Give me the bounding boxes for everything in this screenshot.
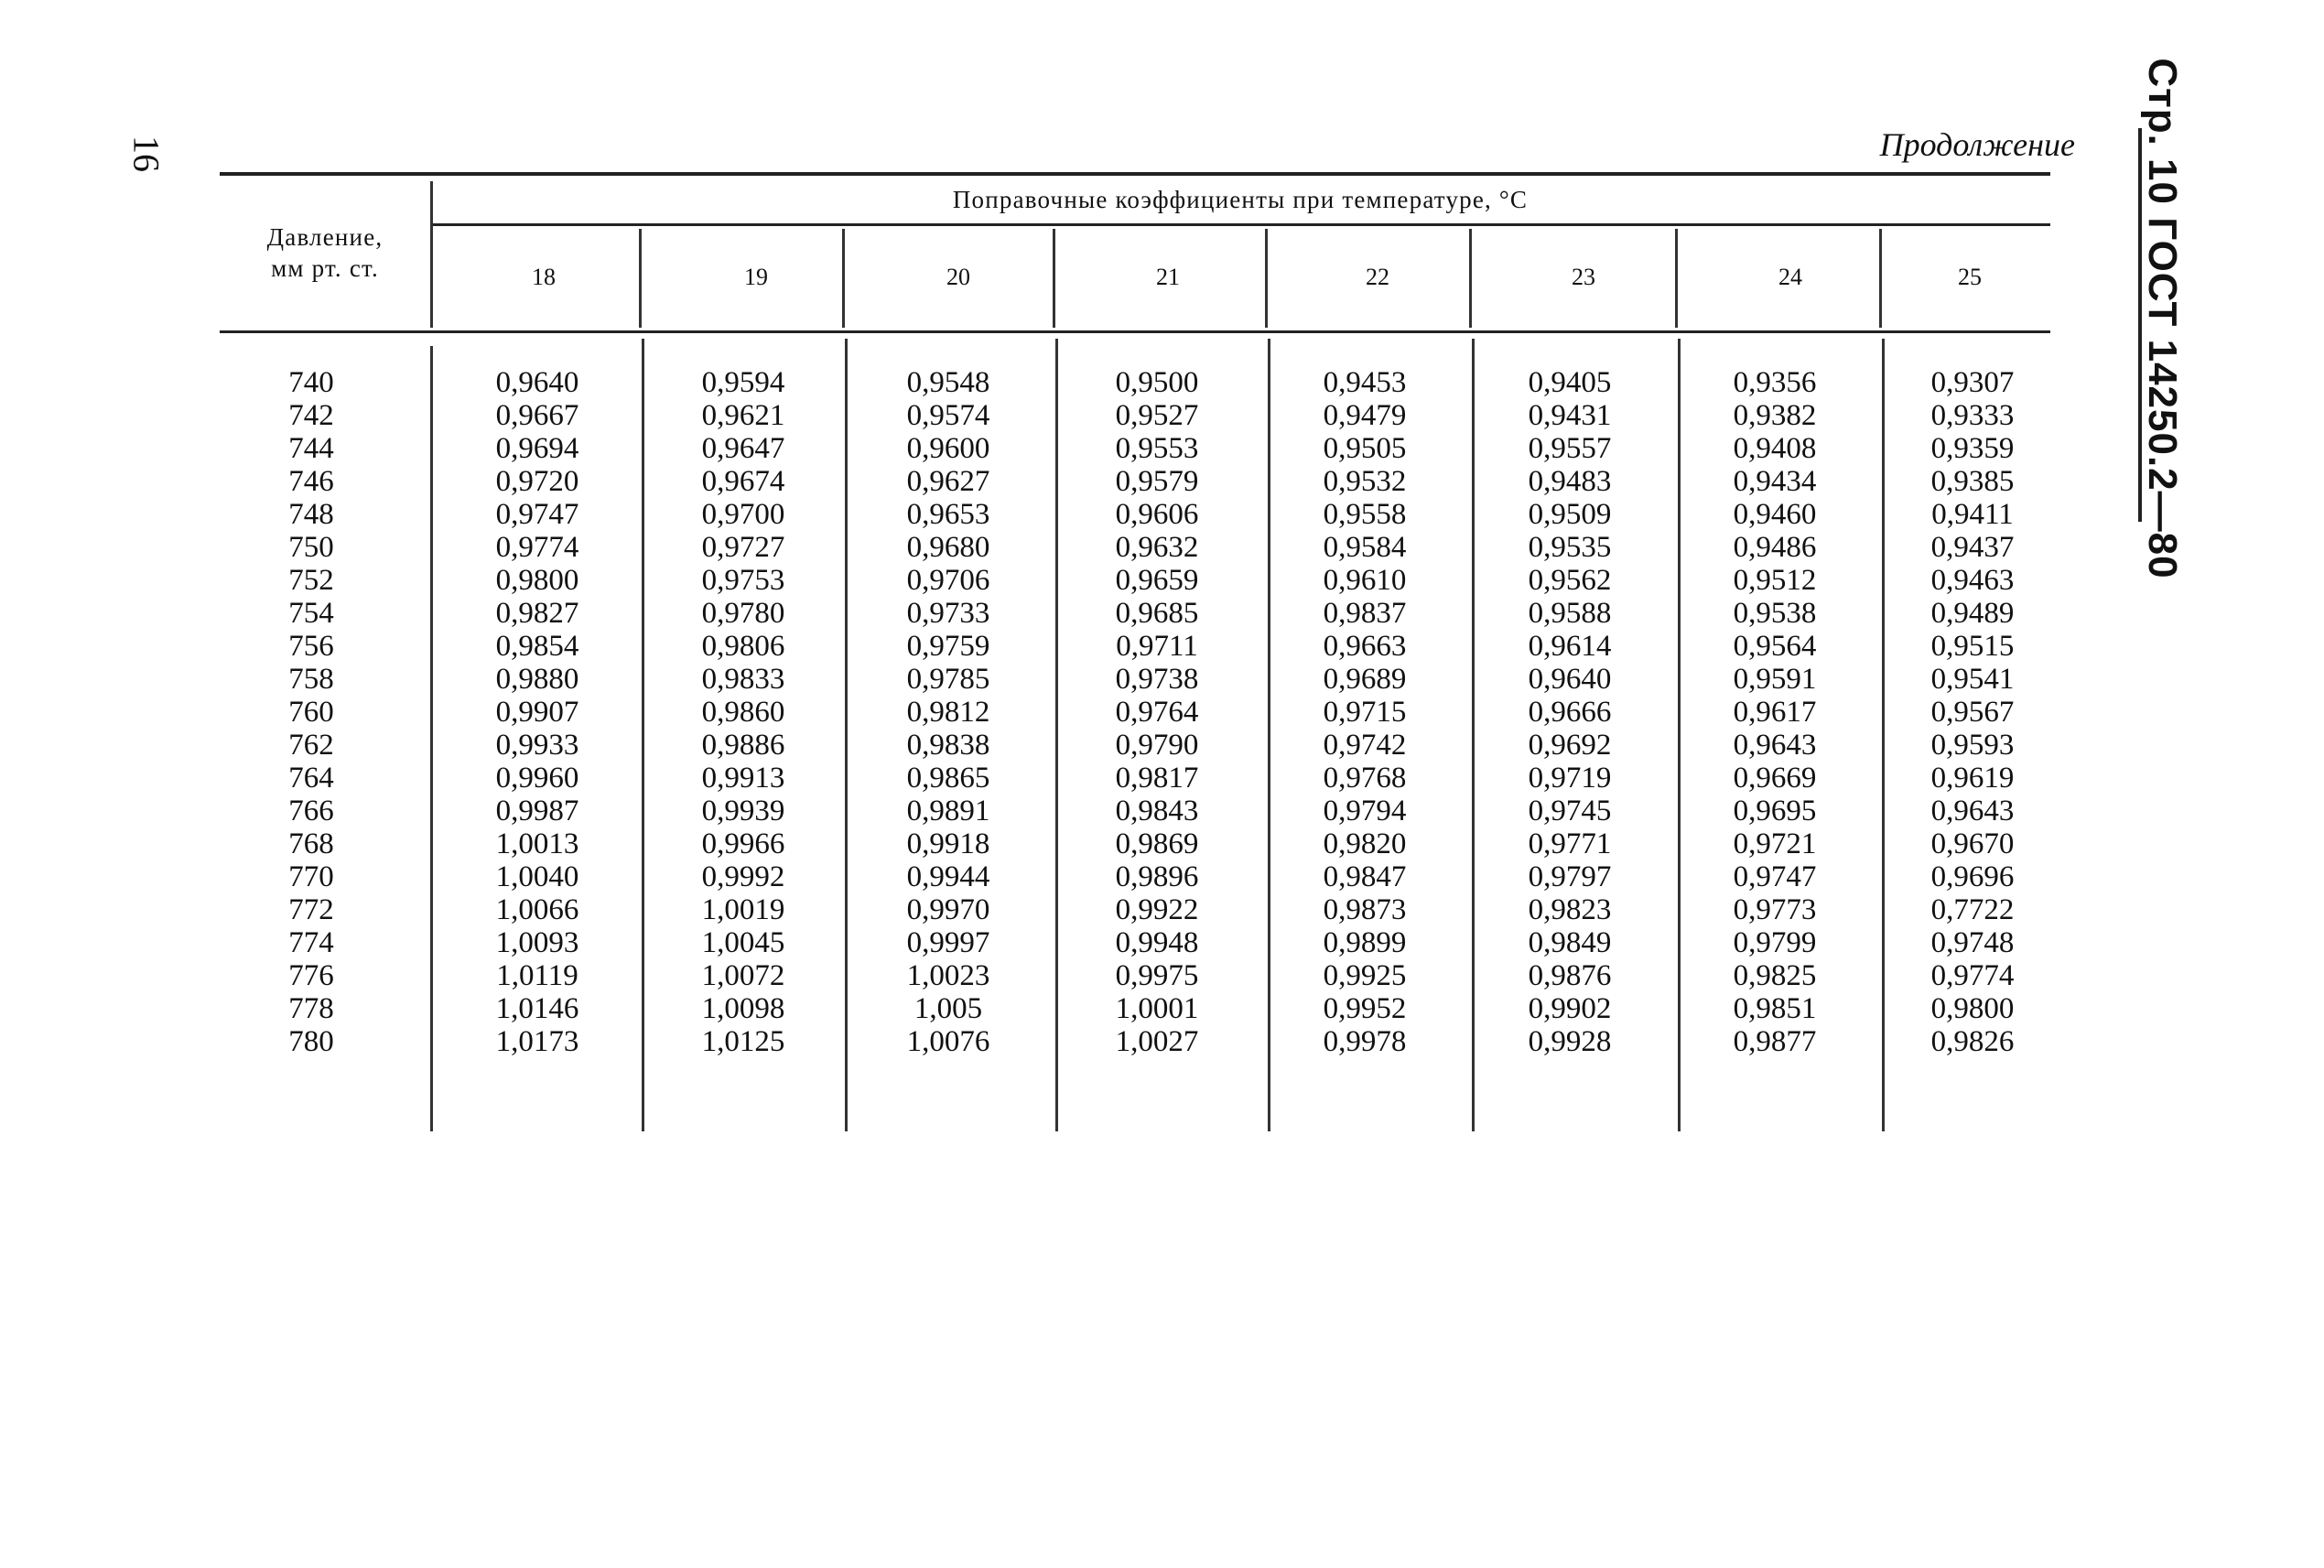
coefficient-cell: 0,9877 (1733, 1025, 1817, 1058)
row-header (220, 222, 430, 284)
pressure-cell: 758 (288, 663, 334, 696)
pressure-cell: 766 (288, 795, 334, 827)
coefficient-column (1734, 366, 1817, 1058)
col-divider (430, 346, 433, 1131)
coefficient-cell: 0,9532 (1323, 465, 1407, 498)
coefficient-column (1529, 366, 1612, 1058)
coefficient-cell: 0,9773 (1733, 893, 1817, 926)
col-divider (1053, 229, 1055, 328)
coefficient-cell: 0,9431 (1528, 399, 1612, 432)
coefficient-cell: 0,9774 (495, 531, 579, 564)
coefficient-cell: 0,9918 (906, 827, 990, 860)
coefficient-cell: 0,9987 (495, 795, 579, 827)
coefficient-cell: 0,9865 (906, 762, 990, 795)
coefficient-cell: 0,9632 (1115, 531, 1199, 564)
coefficient-cell: 0,9667 (495, 399, 579, 432)
coefficient-cell: 0,9896 (1115, 860, 1199, 893)
coefficient-cell: 0,9674 (701, 465, 785, 498)
coefficient-cell: 0,9584 (1323, 531, 1407, 564)
pressure-cell: 748 (288, 498, 334, 531)
col-divider (1472, 339, 1475, 1131)
coefficient-column (1324, 366, 1407, 1058)
coefficient-cell: 0,9847 (1323, 860, 1407, 893)
coefficient-cell: 0,9557 (1528, 432, 1612, 465)
coefficient-cell: 1,0001 (1115, 992, 1199, 1025)
coefficient-cell: 0,9997 (906, 926, 990, 959)
pressure-cell: 756 (288, 630, 334, 663)
pressure-cell: 770 (288, 860, 334, 893)
coefficient-cell: 1,0146 (495, 992, 579, 1025)
coefficient-cell: 0,9966 (701, 827, 785, 860)
coefficient-column (907, 366, 990, 1058)
coefficient-cell: 0,9948 (1115, 926, 1199, 959)
col-divider (1879, 229, 1882, 328)
coefficient-cell: 0,9817 (1115, 762, 1199, 795)
coefficient-cell: 0,9876 (1528, 959, 1612, 992)
coefficient-cell: 0,9538 (1733, 597, 1817, 630)
coefficient-cell: 0,9849 (1528, 926, 1612, 959)
coefficient-cell: 0,9933 (495, 729, 579, 762)
coefficient-cell: 0,9610 (1323, 564, 1407, 597)
coefficient-cell: 0,9944 (906, 860, 990, 893)
coefficient-cell: 0,9617 (1733, 696, 1817, 729)
document-side-label: Стр. 10 ГОСТ 14250.2—80 (2140, 58, 2185, 579)
coefficient-cell: 0,9591 (1733, 663, 1817, 696)
coefficient-cell: 0,9768 (1323, 762, 1407, 795)
coefficient-cell: 1,0019 (701, 893, 785, 926)
coefficient-cell: 0,9913 (701, 762, 785, 795)
coefficient-cell: 0,9483 (1528, 465, 1612, 498)
coefficient-cell: 0,9960 (495, 762, 579, 795)
coefficient-cell: 0,9505 (1323, 432, 1407, 465)
coefficient-cell: 0,9747 (1733, 860, 1817, 893)
temp-header: 22 (1366, 264, 1389, 290)
coefficient-cell: 0,9594 (701, 366, 785, 399)
pressure-cell: 780 (288, 1025, 334, 1058)
temp-header: 23 (1572, 264, 1595, 290)
pressure-cell: 776 (288, 959, 334, 992)
temp-header: 25 (1958, 264, 1982, 290)
pressure-cell: 744 (288, 432, 334, 465)
coefficient-cell: 0,9771 (1528, 827, 1612, 860)
coefficient-cell: 0,9666 (1528, 696, 1612, 729)
coefficient-cell: 0,9405 (1528, 366, 1612, 399)
coefficient-cell: 1,0027 (1115, 1025, 1199, 1058)
coefficient-cell: 0,9579 (1115, 465, 1199, 498)
coefficient-cell: 0,9854 (495, 630, 579, 663)
coefficient-cell: 0,9925 (1323, 959, 1407, 992)
coefficient-column (1931, 366, 2015, 1058)
coefficient-cell: 0,9535 (1528, 531, 1612, 564)
coefficient-cell: 0,9562 (1528, 564, 1612, 597)
temp-header: 21 (1156, 264, 1180, 290)
coefficient-cell: 0,9733 (906, 597, 990, 630)
coefficient-cell: 0,9643 (1733, 729, 1817, 762)
coefficient-cell: 0,9694 (495, 432, 579, 465)
page-number: 16 (125, 135, 168, 172)
coefficient-cell: 0,9742 (1323, 729, 1407, 762)
coefficient-cell: 0,9759 (906, 630, 990, 663)
pressure-cell: 740 (288, 366, 334, 399)
col-divider (1678, 339, 1681, 1131)
coefficient-cell: 0,9902 (1528, 992, 1612, 1025)
coefficient-cell: 0,9833 (701, 663, 785, 696)
pressure-cell: 752 (288, 564, 334, 597)
coefficient-cell: 1,0066 (495, 893, 579, 926)
coefficient-cell: 1,0173 (495, 1025, 579, 1058)
coefficient-cell: 0,9838 (906, 729, 990, 762)
coefficient-cell: 0,9509 (1528, 498, 1612, 531)
coefficient-cell: 0,9463 (1930, 564, 2015, 597)
coefficient-cell: 0,9669 (1733, 762, 1817, 795)
col-divider (1268, 339, 1270, 1131)
table-top-rule (220, 172, 2050, 176)
coefficient-cell: 0,9515 (1930, 630, 2015, 663)
coefficient-cell: 0,9952 (1323, 992, 1407, 1025)
continuation-label: Продолжение (1879, 126, 2075, 163)
coefficient-cell: 1,0040 (495, 860, 579, 893)
coefficient-cell: 0,9689 (1323, 663, 1407, 696)
coefficient-cell: 0,9992 (701, 860, 785, 893)
coefficient-cell: 1,0098 (701, 992, 785, 1025)
coefficient-cell: 0,9553 (1115, 432, 1199, 465)
coefficient-cell: 0,9408 (1733, 432, 1817, 465)
coefficient-cell: 0,9619 (1930, 762, 2015, 795)
coefficient-cell: 0,9747 (495, 498, 579, 531)
coefficient-column (496, 366, 579, 1058)
coefficient-cell: 0,9873 (1323, 893, 1407, 926)
pressure-cell: 764 (288, 762, 334, 795)
coefficient-cell: 0,9500 (1115, 366, 1199, 399)
coefficient-cell: 0,9512 (1733, 564, 1817, 597)
coefficient-cell: 0,9486 (1733, 531, 1817, 564)
col-divider (1055, 339, 1058, 1131)
coefficient-cell: 0,9593 (1930, 729, 2015, 762)
col-divider (642, 339, 644, 1131)
coefficient-cell: 0,9800 (1930, 992, 2015, 1025)
coefficient-cell: 0,9837 (1323, 597, 1407, 630)
coefficient-cell: 0,9653 (906, 498, 990, 531)
coefficient-cell: 0,9978 (1323, 1025, 1407, 1058)
temp-header: 18 (532, 264, 556, 290)
col-divider (1265, 229, 1268, 328)
coefficient-cell: 0,9680 (906, 531, 990, 564)
coefficient-cell: 0,9527 (1115, 399, 1199, 432)
coefficient-cell: 0,9434 (1733, 465, 1817, 498)
coefficient-cell: 0,9670 (1930, 827, 2015, 860)
pressure-cell: 778 (288, 992, 334, 1025)
coefficient-cell: 0,9745 (1528, 795, 1612, 827)
coefficient-cell: 0,9558 (1323, 498, 1407, 531)
col-divider (1675, 229, 1678, 328)
coefficient-cell: 0,9479 (1323, 399, 1407, 432)
coefficient-cell: 0,9721 (1733, 827, 1817, 860)
coefficient-cell: 0,9799 (1733, 926, 1817, 959)
coefficient-cell: 0,9614 (1528, 630, 1612, 663)
coefficient-cell: 0,9748 (1930, 926, 2015, 959)
coefficient-cell: 0,9764 (1115, 696, 1199, 729)
pressure-column (288, 366, 334, 1058)
pressure-cell: 768 (288, 827, 334, 860)
coefficient-cell: 0,9753 (701, 564, 785, 597)
coefficient-cell: 1,005 (913, 992, 983, 1025)
coefficient-cell: 0,9820 (1323, 827, 1407, 860)
coefficient-cell: 0,9307 (1930, 366, 2015, 399)
coefficient-cell: 0,9643 (1930, 795, 2015, 827)
coefficient-cell: 0,9823 (1528, 893, 1612, 926)
coefficient-cell: 0,9922 (1115, 893, 1199, 926)
coefficient-cell: 0,9880 (495, 663, 579, 696)
coefficient-cell: 0,9647 (701, 432, 785, 465)
coefficient-cell: 0,9727 (701, 531, 785, 564)
coefficient-cell: 0,9640 (1528, 663, 1612, 696)
coefficient-cell: 1,0125 (701, 1025, 785, 1058)
coefficient-cell: 0,9886 (701, 729, 785, 762)
coefficient-cell: 0,9437 (1930, 531, 2015, 564)
coefficient-cell: 0,7722 (1930, 893, 2015, 926)
coefficient-cell: 1,0013 (495, 827, 579, 860)
coefficient-cell: 0,9975 (1115, 959, 1199, 992)
coefficient-cell: 0,9385 (1930, 465, 2015, 498)
temp-header: 19 (744, 264, 768, 290)
coefficient-cell: 0,9826 (1930, 1025, 2015, 1058)
coefficient-cell: 0,9928 (1528, 1025, 1612, 1058)
coefficient-cell: 1,0076 (906, 1025, 990, 1058)
group-header-rule (430, 223, 2050, 226)
coefficient-cell: 0,9774 (1930, 959, 2015, 992)
pressure-cell: 754 (288, 597, 334, 630)
coefficient-cell: 0,9489 (1930, 597, 2015, 630)
coefficient-cell: 0,9541 (1930, 663, 2015, 696)
coefficient-cell: 0,9797 (1528, 860, 1612, 893)
pressure-cell: 750 (288, 531, 334, 564)
coefficient-cell: 0,9715 (1323, 696, 1407, 729)
temp-header: 20 (946, 264, 970, 290)
temp-header: 24 (1778, 264, 1802, 290)
coefficient-cell: 0,9825 (1733, 959, 1817, 992)
coefficient-cell: 0,9790 (1115, 729, 1199, 762)
coefficient-cell: 0,9827 (495, 597, 579, 630)
coefficient-cell: 0,9794 (1323, 795, 1407, 827)
header-bottom-rule (220, 330, 2050, 333)
coefficient-cell: 0,9869 (1115, 827, 1199, 860)
coefficient-cell: 0,9706 (906, 564, 990, 597)
coefficient-cell: 0,9899 (1323, 926, 1407, 959)
coefficient-cell: 0,9720 (495, 465, 579, 498)
coefficient-cell: 0,9567 (1930, 696, 2015, 729)
coefficient-cell: 1,0023 (906, 959, 990, 992)
coefficient-cell: 0,9382 (1733, 399, 1817, 432)
coefficient-cell: 0,9806 (701, 630, 785, 663)
coefficient-cell: 1,0045 (701, 926, 785, 959)
coefficient-cell: 0,9785 (906, 663, 990, 696)
coefficient-cell: 1,0072 (701, 959, 785, 992)
coefficient-cell: 0,9627 (906, 465, 990, 498)
pressure-cell: 772 (288, 893, 334, 926)
coefficient-cell: 0,9333 (1930, 399, 2015, 432)
coefficient-cell: 1,0093 (495, 926, 579, 959)
row-header-line: мм рт. ст. (271, 254, 379, 282)
coefficient-cell: 0,9851 (1733, 992, 1817, 1025)
coefficient-column (1116, 366, 1199, 1058)
coefficient-cell: 0,9812 (906, 696, 990, 729)
coefficient-cell: 0,9970 (906, 893, 990, 926)
coefficient-cell: 0,9564 (1733, 630, 1817, 663)
pressure-cell: 760 (288, 696, 334, 729)
coefficient-cell: 0,9939 (701, 795, 785, 827)
coefficient-cell: 0,9891 (906, 795, 990, 827)
pressure-cell: 762 (288, 729, 334, 762)
coefficient-cell: 0,9640 (495, 366, 579, 399)
coefficient-cell: 0,9907 (495, 696, 579, 729)
coefficient-cell: 0,9621 (701, 399, 785, 432)
col-divider (845, 339, 848, 1131)
coefficient-column (702, 366, 785, 1058)
coefficient-cell: 0,9548 (906, 366, 990, 399)
col-divider (1882, 339, 1885, 1131)
correction-table (220, 172, 2050, 1133)
coefficient-cell: 0,9711 (1116, 630, 1198, 663)
coefficient-cell: 0,9453 (1323, 366, 1407, 399)
coefficient-cell: 0,9719 (1528, 762, 1612, 795)
col-divider (1469, 229, 1472, 328)
col-divider (639, 229, 642, 328)
coefficient-cell: 0,9600 (906, 432, 990, 465)
coefficient-cell: 0,9356 (1733, 366, 1817, 399)
coefficient-cell: 0,9780 (701, 597, 785, 630)
coefficient-cell: 0,9695 (1733, 795, 1817, 827)
col-divider (842, 229, 845, 328)
coefficient-cell: 0,9460 (1733, 498, 1817, 531)
coefficient-cell: 0,9588 (1528, 597, 1612, 630)
pressure-cell: 774 (288, 926, 334, 959)
coefficient-cell: 1,0119 (496, 959, 578, 992)
coefficient-cell: 0,9738 (1115, 663, 1199, 696)
coefficient-cell: 0,9606 (1115, 498, 1199, 531)
coefficient-cell: 0,9692 (1528, 729, 1612, 762)
coefficient-cell: 0,9700 (701, 498, 785, 531)
coefficient-cell: 0,9860 (701, 696, 785, 729)
row-header-line: Давление, (266, 223, 384, 251)
coefficient-cell: 0,9843 (1115, 795, 1199, 827)
coefficient-cell: 0,9696 (1930, 860, 2015, 893)
coefficient-cell: 0,9800 (495, 564, 579, 597)
coefficient-cell: 0,9663 (1323, 630, 1407, 663)
coefficient-cell: 0,9411 (1931, 498, 2014, 531)
coefficient-cell: 0,9685 (1115, 597, 1199, 630)
group-header: Поправочные коэффициенты при температуре, °С (952, 186, 1529, 213)
pressure-cell: 746 (288, 465, 334, 498)
coefficient-cell: 0,9659 (1115, 564, 1199, 597)
coefficient-cell: 0,9359 (1930, 432, 2015, 465)
pressure-cell: 742 (288, 399, 334, 432)
coefficient-cell: 0,9574 (906, 399, 990, 432)
